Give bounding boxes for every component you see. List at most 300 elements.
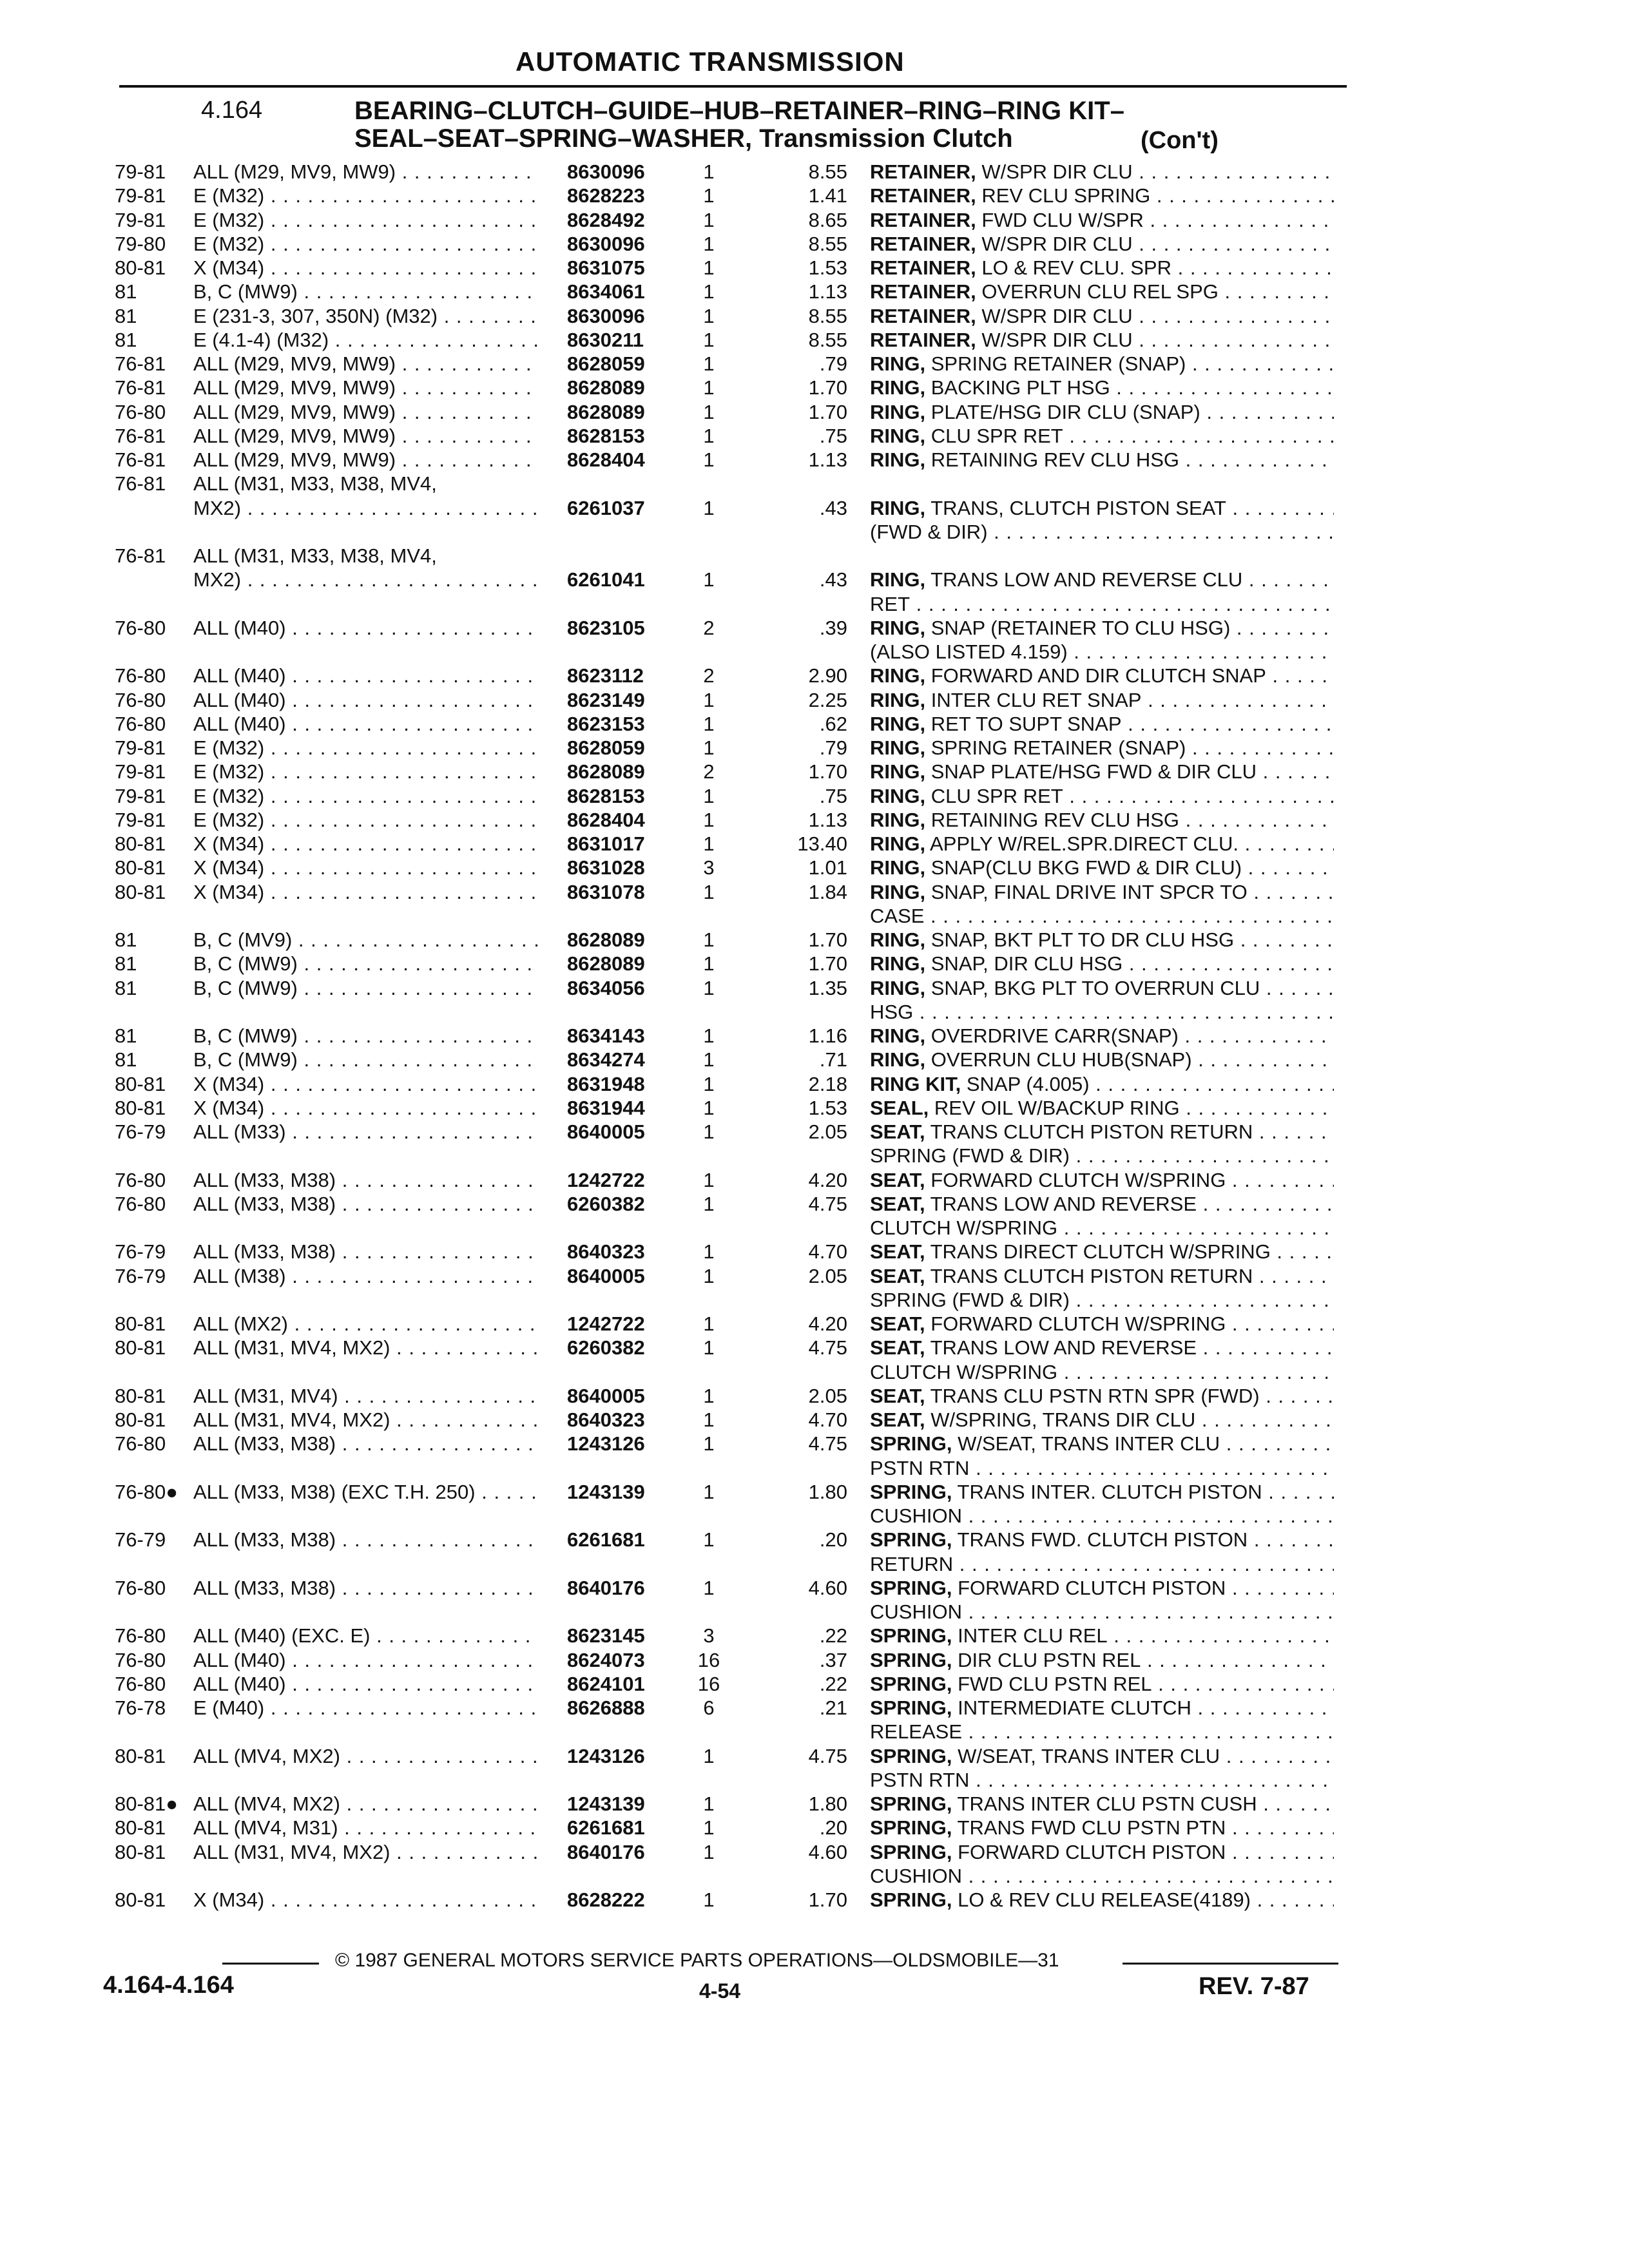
description — [870, 1408, 1334, 1432]
year-range: 80-81 — [115, 880, 166, 903]
table-row — [0, 1528, 1629, 1552]
description-text: CLUTCH W/SPRING — [870, 1360, 1058, 1383]
table-row — [0, 352, 1629, 376]
table-row — [0, 1792, 1629, 1816]
table-row — [0, 208, 1629, 233]
year-range: 81 — [115, 952, 137, 975]
description — [870, 1264, 1334, 1289]
description-text: TRANS CLU PSTN RTN SPR (FWD) — [930, 1384, 1260, 1407]
model-code: X (M34) . . . — [193, 256, 538, 280]
price: 1.35 — [808, 976, 847, 999]
year-range: 79-81 — [115, 760, 166, 783]
part-number: 8628089 — [567, 952, 645, 975]
description-text: FORWARD CLUTCH PISTON — [958, 1576, 1226, 1599]
quantity: 16 — [697, 1672, 720, 1695]
table-row — [0, 1672, 1629, 1696]
table-row — [0, 1696, 1629, 1720]
part-number: 6260382 — [567, 1192, 645, 1215]
description-noun: RING, — [870, 400, 926, 423]
part-number: 8631017 — [567, 832, 645, 855]
table-row — [0, 1312, 1629, 1336]
price: 2.90 — [808, 664, 847, 687]
year-range: 80-81 — [115, 1840, 166, 1863]
price: 4.75 — [808, 1432, 847, 1456]
part-number: 8631075 — [567, 256, 645, 279]
description — [870, 1312, 1334, 1336]
model-code: B, C (MV9) . . . — [193, 928, 538, 952]
part-number: 1242722 — [567, 1168, 645, 1191]
price: 4.60 — [808, 1576, 847, 1599]
description-text: FORWARD AND DIR CLUTCH SNAP — [930, 664, 1266, 687]
description — [870, 904, 1334, 928]
description-noun: RING, — [870, 928, 926, 951]
description — [870, 160, 1334, 184]
description-text: CLUTCH W/SPRING — [870, 1216, 1058, 1239]
table-row — [0, 1384, 1629, 1408]
table-row — [0, 1480, 1629, 1504]
model-code: X (M34) . . . — [193, 1888, 538, 1912]
description-text: W/SPR DIR CLU — [981, 328, 1133, 351]
description-noun: SPRING, — [870, 1816, 952, 1840]
model-code: B, C (MW9) . . . — [193, 1048, 538, 1072]
table-row — [0, 952, 1629, 976]
description — [870, 616, 1334, 640]
model-code: E (M32) . . . — [193, 808, 538, 832]
description-text: HSG — [870, 1000, 914, 1023]
description — [870, 1648, 1334, 1673]
description-text: CUSHION — [870, 1504, 962, 1527]
table-row — [0, 1720, 1629, 1744]
model-code: ALL (M33, M38) . . . — [193, 1528, 538, 1552]
table-row — [0, 1120, 1629, 1144]
description-text: SNAP (4.005) — [966, 1072, 1090, 1095]
description-noun: SPRING, — [870, 1744, 952, 1767]
description-noun: RETAINER, — [870, 160, 976, 183]
price: 4.75 — [808, 1336, 847, 1360]
description-text: SNAP PLATE/HSG FWD & DIR CLU — [930, 760, 1257, 783]
part-number: 8640005 — [567, 1264, 645, 1287]
description-text: SNAP, BKT PLT TO DR CLU HSG — [930, 928, 1235, 951]
description-text: W/SPR DIR CLU — [981, 304, 1133, 327]
table-row — [0, 1168, 1629, 1193]
description-noun: SPRING, — [870, 1696, 952, 1719]
description-text: SNAP(CLU BKG FWD & DIR CLU) — [930, 856, 1242, 879]
description — [870, 1456, 1334, 1481]
description-text: CUSHION — [870, 1864, 962, 1887]
description — [870, 496, 1334, 521]
price: .22 — [819, 1624, 847, 1648]
model-code: ALL (M40) . . . — [193, 712, 538, 736]
description-text: DIR CLU PSTN REL — [958, 1648, 1141, 1671]
description — [870, 832, 1334, 856]
model-code: ALL (MV4, MX2) . . . — [193, 1744, 538, 1769]
quantity: 1 — [703, 1096, 715, 1119]
description-text: FORWARD CLUTCH PISTON — [958, 1840, 1226, 1863]
description — [870, 1816, 1334, 1840]
table-row — [0, 544, 1629, 568]
model-code: X (M34) . . . — [193, 832, 538, 856]
description-text: SPRING (FWD & DIR) — [870, 1288, 1070, 1311]
description — [870, 280, 1334, 304]
model-code: X (M34) . . . — [193, 1096, 538, 1120]
table-row — [0, 376, 1629, 400]
model-code: B, C (MW9) . . . — [193, 952, 538, 976]
table-row — [0, 1096, 1629, 1120]
description-text: LO & REV CLU. SPR — [981, 256, 1171, 279]
description-noun: RING, — [870, 808, 926, 831]
price: 1.84 — [808, 880, 847, 903]
table-row — [0, 928, 1629, 952]
table-row — [0, 328, 1629, 352]
description-noun: SPRING, — [870, 1672, 952, 1695]
model-code: ALL (M40) . . . — [193, 1648, 538, 1673]
part-number: 1243139 — [567, 1792, 645, 1815]
description — [870, 880, 1334, 905]
description-noun: RING, — [870, 664, 926, 687]
price: .43 — [819, 568, 847, 591]
year-range: 79-81 — [115, 736, 166, 759]
description-text: CASE — [870, 904, 925, 927]
description — [870, 1624, 1334, 1648]
description — [870, 976, 1334, 1001]
price: .43 — [819, 496, 847, 519]
description-text: SPRING (FWD & DIR) — [870, 1144, 1070, 1168]
description-text: RETAINING REV CLU HSG — [930, 448, 1180, 471]
description-text: INTER CLU REL — [958, 1624, 1108, 1648]
price: 4.75 — [808, 1744, 847, 1767]
description-text: OVERDRIVE CARR(SNAP) — [930, 1024, 1179, 1047]
price: 1.70 — [808, 760, 847, 783]
table-row — [0, 1504, 1629, 1528]
description — [870, 376, 1334, 400]
quantity: 1 — [703, 328, 715, 351]
description-noun: RING, — [870, 976, 926, 999]
part-number: 1242722 — [567, 1312, 645, 1335]
price: .79 — [819, 352, 847, 375]
table-row — [0, 304, 1629, 329]
description — [870, 184, 1334, 208]
description-text: SNAP, FINAL DRIVE INT SPCR TO — [930, 880, 1248, 903]
description-noun: RETAINER, — [870, 232, 976, 255]
part-number: 8628089 — [567, 760, 645, 783]
description — [870, 1024, 1334, 1048]
description-text: PSTN RTN — [870, 1456, 970, 1479]
year-range: 80-81 — [115, 1312, 166, 1335]
year-range: 80-81 — [115, 1336, 166, 1360]
year-range: 80-81● — [115, 1792, 178, 1815]
table-row — [0, 1768, 1629, 1792]
year-range: 79-81 — [115, 208, 166, 231]
year-range: 79-81 — [115, 160, 166, 183]
description-noun: SEAT, — [870, 1120, 925, 1143]
description-noun: RING KIT, — [870, 1072, 961, 1095]
group-title-line2: SEAL–SEAT–SPRING–WASHER, Transmission Clutch — [354, 124, 1013, 153]
description-text: (ALSO LISTED 4.159) — [870, 640, 1068, 663]
part-number: 6260382 — [567, 1336, 645, 1360]
description — [870, 1360, 1334, 1385]
description — [870, 1216, 1334, 1240]
model-code: ALL (M29, MV9, MW9) . . . — [193, 400, 538, 425]
description-text: CLU SPR RET — [930, 784, 1063, 807]
description — [870, 928, 1334, 952]
table-row — [0, 472, 1629, 496]
table-row — [0, 880, 1629, 905]
year-range: 81 — [115, 1024, 137, 1047]
description-text: TRANS LOW AND REVERSE — [930, 1336, 1197, 1360]
model-code: E (M32) . . . — [193, 208, 538, 233]
description-noun: RING, — [870, 712, 926, 735]
description-noun: RING, — [870, 760, 926, 783]
description-text: W/SPR DIR CLU — [981, 232, 1133, 255]
table-row — [0, 1288, 1629, 1312]
description — [870, 1888, 1334, 1912]
part-number: 8628153 — [567, 424, 645, 447]
description-text: OVERRUN CLU HUB(SNAP) — [930, 1048, 1192, 1072]
description-text: SPRING RETAINER (SNAP) — [930, 736, 1186, 759]
quantity: 1 — [703, 232, 715, 255]
quantity: 1 — [703, 1408, 715, 1431]
table-row — [0, 496, 1629, 521]
description-noun: RETAINER, — [870, 208, 976, 231]
description-text: OVERRUN CLU REL SPG — [981, 280, 1219, 303]
quantity: 1 — [703, 1264, 715, 1287]
description-text: RET — [870, 592, 910, 615]
model-code: ALL (M33, M38) . . . — [193, 1192, 538, 1216]
quantity: 1 — [703, 1576, 715, 1599]
price: 2.18 — [808, 1072, 847, 1095]
description-text: TRANS CLUTCH PISTON RETURN — [930, 1120, 1253, 1143]
description-noun: RING, — [870, 1024, 926, 1047]
description-noun: RING, — [870, 1048, 926, 1072]
model-code: ALL (M33, M38) (EXC T.H. 250) . . . — [193, 1480, 538, 1504]
group-cont: (Con't) — [1141, 127, 1219, 154]
part-number: 8623145 — [567, 1624, 645, 1648]
quantity: 1 — [703, 1240, 715, 1264]
price: 4.20 — [808, 1312, 847, 1335]
description-noun: SEAT, — [870, 1384, 925, 1407]
model-code: E (4.1-4) (M32) . . . — [193, 328, 538, 352]
description-text: FORWARD CLUTCH W/SPRING — [930, 1168, 1226, 1191]
description — [870, 1600, 1334, 1624]
description-text: SNAP, BKG PLT TO OVERRUN CLU — [930, 976, 1260, 999]
table-row — [0, 1624, 1629, 1648]
price: .79 — [819, 736, 847, 759]
year-range: 76-79 — [115, 1240, 166, 1264]
table-row — [0, 1552, 1629, 1577]
table-row — [0, 1600, 1629, 1624]
model-code: B, C (MW9) . . . — [193, 1024, 538, 1048]
table-row — [0, 904, 1629, 928]
price: 4.75 — [808, 1192, 847, 1215]
footer-rule-left — [222, 1963, 319, 1965]
description — [870, 640, 1334, 664]
model-code: X (M34) . . . — [193, 880, 538, 905]
part-number: 8640323 — [567, 1408, 645, 1431]
model-code: ALL (M31, MV4, MX2) . . . — [193, 1336, 538, 1360]
page-number: 4-54 — [699, 1979, 741, 2003]
year-range: 80-81 — [115, 1072, 166, 1095]
description-noun: RETAINER, — [870, 184, 976, 207]
description-noun: SEAT, — [870, 1312, 925, 1335]
price: .22 — [819, 1672, 847, 1695]
quantity: 1 — [703, 688, 715, 711]
description-text: REV CLU SPRING — [981, 184, 1151, 207]
table-row — [0, 184, 1629, 208]
description — [870, 352, 1334, 376]
year-range: 79-81 — [115, 784, 166, 807]
description-noun: RING, — [870, 448, 926, 471]
table-row — [0, 1336, 1629, 1360]
part-number: 6261681 — [567, 1528, 645, 1552]
part-number: 8628492 — [567, 208, 645, 231]
year-range: 76-80 — [115, 1168, 166, 1191]
table-row — [0, 520, 1629, 544]
description — [870, 1000, 1334, 1024]
part-number: 8630096 — [567, 160, 645, 183]
part-number: 8628089 — [567, 928, 645, 951]
model-code: ALL (M31, M33, M38, MV4, — [193, 472, 437, 495]
price: 1.70 — [808, 1888, 847, 1911]
part-number: 8628404 — [567, 808, 645, 831]
year-range: 76-79 — [115, 1528, 166, 1552]
part-number: 8631078 — [567, 880, 645, 903]
table-row — [0, 1072, 1629, 1097]
year-range: 76-80 — [115, 1624, 166, 1648]
description — [870, 1240, 1334, 1264]
price: 8.55 — [808, 328, 847, 351]
part-number: 8628059 — [567, 352, 645, 375]
year-range: 80-81 — [115, 1816, 166, 1840]
description — [870, 1504, 1334, 1528]
part-number: 8628059 — [567, 736, 645, 759]
description-text: TRANS FWD CLU PSTN PTN — [957, 1816, 1226, 1840]
price: 8.65 — [808, 208, 847, 231]
year-range: 76-81 — [115, 424, 166, 447]
year-range: 81 — [115, 976, 137, 999]
model-code: E (M40) . . . — [193, 1696, 538, 1720]
price: 1.13 — [808, 808, 847, 831]
price: .20 — [819, 1528, 847, 1552]
description — [870, 1840, 1334, 1865]
table-row — [0, 448, 1629, 472]
price: 1.70 — [808, 376, 847, 399]
price: 1.53 — [808, 256, 847, 279]
description — [870, 1720, 1334, 1744]
model-code: MX2) . . . — [193, 496, 538, 521]
quantity: 1 — [703, 1840, 715, 1863]
table-row — [0, 400, 1629, 425]
model-code: E (M32) . . . — [193, 784, 538, 809]
description-noun: SEAT, — [870, 1168, 925, 1191]
part-number: 8634061 — [567, 280, 645, 303]
quantity: 1 — [703, 736, 715, 759]
description-text: SNAP (RETAINER TO CLU HSG) — [930, 616, 1231, 639]
quantity: 1 — [703, 880, 715, 903]
model-code: B, C (MW9) . . . — [193, 976, 538, 1001]
price: 2.05 — [808, 1120, 847, 1143]
description-noun: SPRING, — [870, 1840, 952, 1863]
description — [870, 1096, 1334, 1120]
year-range: 76-80 — [115, 1576, 166, 1599]
description-text: CUSHION — [870, 1600, 962, 1623]
quantity: 1 — [703, 1024, 715, 1047]
description — [870, 304, 1334, 329]
description-text: RETAINING REV CLU HSG — [930, 808, 1180, 831]
model-code: E (M32) . . . — [193, 760, 538, 784]
description-text: PSTN RTN — [870, 1768, 970, 1791]
table-row — [0, 856, 1629, 880]
quantity: 3 — [703, 1624, 715, 1648]
price: 1.53 — [808, 1096, 847, 1119]
model-code: MX2) . . . — [193, 568, 538, 592]
description — [870, 568, 1334, 592]
model-code: ALL (M29, MV9, MW9) . . . — [193, 448, 538, 472]
table-row — [0, 1024, 1629, 1048]
part-number: 6261041 — [567, 568, 645, 591]
description — [870, 688, 1334, 713]
description — [870, 1768, 1334, 1792]
description-text: APPLY W/REL.SPR.DIRECT CLU. — [930, 832, 1239, 855]
description — [870, 1168, 1334, 1193]
part-number: 8630096 — [567, 304, 645, 327]
footer-rule-right — [1123, 1963, 1338, 1965]
description — [870, 448, 1334, 472]
year-range: 76-80 — [115, 664, 166, 687]
table-row — [0, 832, 1629, 856]
quantity: 2 — [703, 664, 715, 687]
model-code: ALL (M31, MV4, MX2) . . . — [193, 1408, 538, 1432]
table-row — [0, 760, 1629, 784]
group-number: 4.164 — [201, 97, 263, 124]
model-code: ALL (MV4, M31) . . . — [193, 1816, 538, 1840]
part-number: 8634274 — [567, 1048, 645, 1072]
description-text: TRANS, CLUTCH PISTON SEAT — [930, 496, 1226, 519]
description-text: TRANS DIRECT CLUTCH W/SPRING — [930, 1240, 1271, 1264]
description-noun: RING, — [870, 688, 926, 711]
part-number: 8628153 — [567, 784, 645, 807]
quantity: 1 — [703, 280, 715, 303]
model-code: ALL (MX2) . . . — [193, 1312, 538, 1336]
description-text: TRANS LOW AND REVERSE CLU — [930, 568, 1243, 591]
description — [870, 1552, 1334, 1577]
quantity: 1 — [703, 1168, 715, 1191]
description-noun: RING, — [870, 376, 926, 399]
description-noun: SEAT, — [870, 1192, 925, 1215]
quantity: 1 — [703, 208, 715, 231]
price: .39 — [819, 616, 847, 639]
table-row — [0, 1264, 1629, 1289]
table-row — [0, 1744, 1629, 1769]
model-code: E (M32) . . . — [193, 232, 538, 256]
quantity: 2 — [703, 616, 715, 639]
quantity: 1 — [703, 496, 715, 519]
model-code: ALL (M40) . . . — [193, 1672, 538, 1696]
description-noun: RING, — [870, 952, 926, 975]
description — [870, 1528, 1334, 1552]
description-noun: SEAT, — [870, 1336, 925, 1360]
part-number: 8640005 — [567, 1384, 645, 1407]
quantity: 1 — [703, 376, 715, 399]
model-code: B, C (MW9) . . . — [193, 280, 538, 304]
price: 8.55 — [808, 304, 847, 327]
year-range: 76-80 — [115, 1432, 166, 1456]
table-row — [0, 712, 1629, 736]
part-number: 8628404 — [567, 448, 645, 471]
description-noun: SPRING, — [870, 1576, 952, 1599]
model-code: ALL (M33, M38) . . . — [193, 1240, 538, 1264]
description-noun: SPRING, — [870, 1480, 952, 1503]
description-noun: SEAT, — [870, 1264, 925, 1287]
